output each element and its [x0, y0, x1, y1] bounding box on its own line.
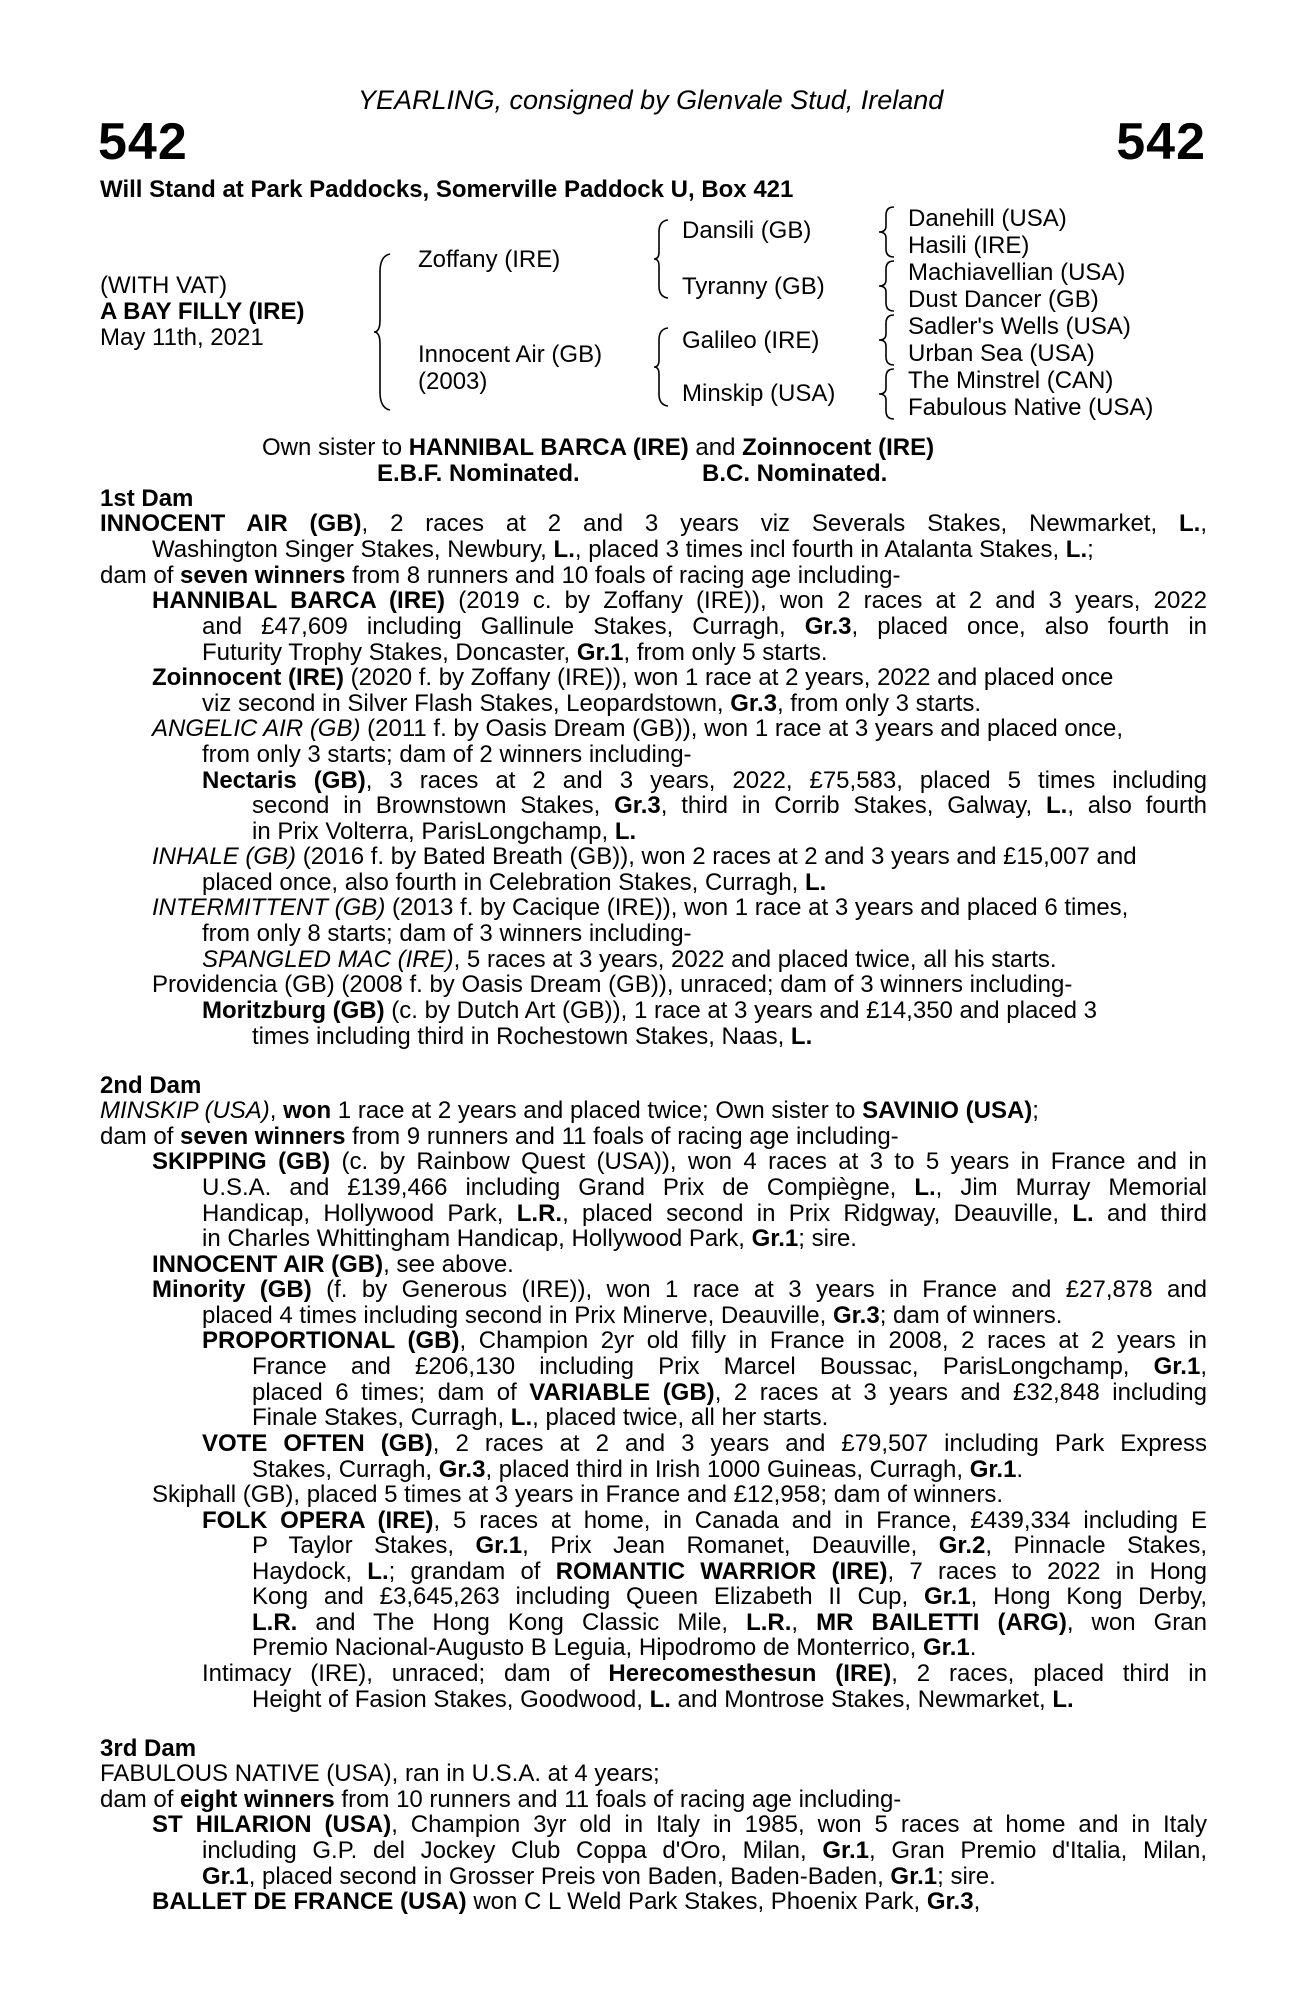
- grade: Gr.1: [923, 1634, 970, 1662]
- stand-location: Will Stand at Park Paddocks, Somerville Paddock U, Box 421: [100, 176, 794, 203]
- text: , from only 5 starts.: [623, 638, 828, 666]
- grade: Gr.1: [576, 638, 624, 666]
- text: Kong and £3,645,263 including Queen Elizabeth II Cup,: [252, 1583, 924, 1611]
- text: , won Gran: [1066, 1608, 1207, 1636]
- grade: L.: [510, 1404, 533, 1432]
- grade: L.: [1065, 536, 1088, 563]
- horse-name: MR BAILETTI (ARG): [816, 1608, 1067, 1636]
- text: , 5 races at home, in Canada and in France, £439,334 including E: [433, 1507, 1208, 1534]
- text: viz second in Silver Flash Stakes, Leopardstown,: [202, 690, 731, 717]
- produce-minority-cont: [202, 1303, 1207, 1329]
- text: Skiphall (GB), placed 5 times at 3 years in France and £12,958; dam of winners.: [152, 1481, 1004, 1508]
- first-dam-entry-cont: [152, 537, 1207, 563]
- first-dam-produce-summary: [100, 563, 1207, 589]
- horse-name: Moritzburg (GB): [202, 997, 385, 1024]
- text: Handicap, Hollywood Park,: [202, 1199, 517, 1227]
- sire-dam: Tyranny (GB): [682, 273, 825, 300]
- text: from only 8 starts; dam of 3 winners including-: [202, 920, 692, 947]
- horse-name: INNOCENT AIR (GB): [100, 510, 362, 537]
- text: (c. by Dutch Art (GB)), 1 race at 3 years and £14,350 and placed 3: [384, 997, 1098, 1024]
- text: Providencia (GB) (2008 f. by Oasis Dream (GB)), unraced; dam of 3 winners including-: [152, 971, 1073, 998]
- text: ,: [973, 1888, 981, 1915]
- lot-name: A BAY FILLY (IRE): [100, 298, 305, 325]
- text: ;: [1087, 536, 1094, 563]
- gg-brace-4: [876, 367, 898, 421]
- produce-providencia: [152, 972, 1207, 998]
- produce-inhale: [152, 844, 1207, 870]
- own-sister-prefix: Own sister to: [262, 434, 409, 461]
- text: , 2 races at 2 and 3 years and £79,507 including Park Express: [432, 1430, 1207, 1457]
- grade: L.: [1179, 510, 1201, 537]
- text: 1 race at 2 years and placed twice; Own sister to: [331, 1097, 863, 1124]
- text: Stakes, Curragh,: [252, 1456, 439, 1483]
- text: (f. by Generous (IRE)), won 1 race at 3 years in France and £27,878 and: [311, 1276, 1207, 1303]
- lot-number-left: 542: [98, 113, 188, 171]
- sire-name: Zoffany (IRE): [418, 246, 561, 273]
- gg-4: Dust Dancer (GB): [908, 286, 1099, 313]
- grade: L.: [1045, 792, 1068, 819]
- sire-sire: Dansili (GB): [682, 217, 812, 244]
- second-dam-heading: 2nd Dam: [100, 1072, 202, 1099]
- horse-name: SPANGLED MAC (IRE): [202, 946, 454, 973]
- gg-brace-2: [876, 259, 898, 313]
- text: placed 4 times including second in Prix Minerve, Deauville,: [202, 1302, 833, 1329]
- text: , placed second in Grosser Preis von Baden, Baden-Baden,: [248, 1862, 891, 1890]
- text: , Jim Murray Memorial: [935, 1174, 1208, 1201]
- horse-name: ANGELIC AIR (GB): [152, 715, 361, 742]
- grade: Gr.3: [804, 613, 852, 640]
- produce-intermittent-cont: [202, 921, 1207, 947]
- grandproduce-spangled-mac: [202, 947, 1207, 973]
- third-dam-heading: 3rd Dam: [100, 1735, 197, 1762]
- grandproduce-moritzburg-cont: [252, 1024, 1207, 1050]
- text: , placed 3 times incl fourth in Atalanta Stakes,: [574, 536, 1066, 563]
- text: ; sire.: [937, 1862, 996, 1890]
- text: Premio Nacional-Augusto B Leguia, Hipodromo de Monterrico,: [252, 1634, 924, 1662]
- text: , placed once, also fourth in: [851, 613, 1207, 640]
- horse-name: SKIPPING (GB): [152, 1148, 331, 1175]
- gg-8: Fabulous Native (USA): [908, 394, 1154, 421]
- text: U.S.A. and £139,466 including Grand Prix de Compiègne,: [202, 1174, 915, 1201]
- text: (2020 f. by Zoffany (IRE)), won 1 race at 2 years, 2022 and placed once: [343, 664, 1114, 691]
- grade: L.: [614, 817, 637, 845]
- text: (2019 c. by Zoffany (IRE)), won 2 races at 2 and 3 years, 2022: [445, 587, 1207, 614]
- horse-name: INNOCENT AIR (GB): [152, 1251, 384, 1278]
- text: , Champion 2yr old filly in France in 2008, 2 races at 2 years in: [459, 1327, 1207, 1354]
- grade: Gr.1: [202, 1862, 249, 1890]
- grade: L.: [367, 1557, 389, 1585]
- grade: L.: [1072, 1199, 1094, 1227]
- text: from 8 runners and 10 foals of racing age including-: [345, 562, 901, 589]
- produce-angelic-air-cont: [202, 742, 1207, 768]
- text: and Montrose Stakes, Newmarket,: [670, 1686, 1053, 1713]
- horse-name: ROMANTIC WARRIOR (IRE): [555, 1557, 888, 1585]
- horse-name: INTERMITTENT (GB): [152, 894, 386, 921]
- text: ,: [791, 1608, 817, 1636]
- text: times including third in Rochestown Stakes, Naas,: [252, 1023, 791, 1050]
- text: , Hong Kong Derby,: [970, 1583, 1207, 1611]
- grade: Gr.3: [438, 1456, 486, 1483]
- text: Intimacy (IRE), unraced; dam of: [202, 1660, 609, 1687]
- text: Haydock,: [252, 1557, 368, 1585]
- produce-skipping-cont: [202, 1175, 1207, 1252]
- gg-brace-1: [876, 205, 898, 259]
- grandproduce-proportional-cont: [252, 1354, 1207, 1431]
- grandproduce-vote-often: [202, 1431, 1207, 1457]
- grade: Gr.3: [926, 1888, 974, 1915]
- grade: Gr.1: [969, 1456, 1017, 1483]
- text: , 7 races to 2022 in Hong: [887, 1557, 1208, 1585]
- gg-5: Sadler's Wells (USA): [908, 313, 1131, 340]
- horse-name: Herecomesthesun (IRE): [608, 1660, 892, 1687]
- grade: Gr.1: [923, 1583, 971, 1611]
- produce-zoinnocent-cont: [202, 691, 1207, 717]
- ebf-note: E.B.F. Nominated.: [377, 460, 580, 487]
- gg-6: Urban Sea (USA): [908, 340, 1095, 367]
- horse-name: Zoinnocent (IRE): [152, 664, 344, 691]
- text: , 2 races, placed third in: [891, 1660, 1207, 1687]
- vat-note: (WITH VAT): [100, 272, 228, 299]
- text: , see above.: [383, 1251, 514, 1278]
- own-sister-a: HANNIBAL BARCA (IRE): [408, 434, 689, 461]
- text: ,: [269, 1097, 284, 1124]
- grandproduce-proportional: [202, 1328, 1207, 1354]
- grandproduce-folk-opera: [202, 1508, 1207, 1534]
- grade: L.R.: [252, 1608, 298, 1636]
- text: , placed third in Irish 1000 Guineas, Curragh,: [485, 1456, 970, 1483]
- text: France and £206,130 including Prix Marcel Boussac, ParisLongchamp,: [252, 1353, 1154, 1380]
- text: dam of: [100, 562, 181, 589]
- first-dam-heading: 1st Dam: [100, 485, 194, 512]
- grade: Gr.3: [832, 1302, 880, 1329]
- text: (2013 f. by Cacique (IRE)), won 1 race at 3 years and placed 6 times,: [385, 894, 1129, 921]
- horse-name: PROPORTIONAL (GB): [202, 1327, 460, 1354]
- text: , also fourth: [1067, 792, 1207, 819]
- grade: L.: [649, 1686, 671, 1713]
- text: , 2 races at 2 and 3 years viz Severals Stakes, Newmarket,: [361, 510, 1180, 537]
- grandproduce-intimacy: [202, 1661, 1207, 1687]
- text: in Prix Volterra, ParisLongchamp,: [252, 817, 615, 845]
- text: Futurity Trophy Stakes, Doncaster,: [202, 638, 577, 666]
- text: .: [969, 1634, 977, 1662]
- own-sister-note: [262, 434, 934, 462]
- text: , 3 races at 2 and 3 years, 2022, £75,583, placed 5 times including: [365, 767, 1208, 794]
- text: in Charles Whittingham Handicap, Hollywood Park,: [202, 1225, 752, 1253]
- horse-name: SAVINIO (USA): [862, 1097, 1033, 1124]
- main-brace: [372, 252, 394, 412]
- own-sister-and: and: [688, 434, 743, 461]
- first-dam-entry: [100, 511, 1207, 537]
- second-dam-entry: [100, 1098, 1207, 1149]
- text: Finale Stakes, Curragh,: [252, 1404, 511, 1432]
- text: second in Brownstown Stakes,: [252, 792, 615, 819]
- text: Washington Singer Stakes, Newbury,: [152, 536, 554, 563]
- text: ; sire.: [798, 1225, 857, 1253]
- produce-hannibal-barca-cont: [202, 614, 1207, 665]
- text: including G.P. del Jockey Club Coppa d'Oro, Milan,: [202, 1837, 823, 1864]
- dam-brace: [652, 326, 672, 408]
- grandproduce-moritzburg: [202, 998, 1207, 1024]
- text: ;: [1032, 1097, 1039, 1124]
- text: (2011 f. by Oasis Dream (GB)), won 1 race at 3 years and placed once,: [360, 715, 1124, 742]
- produce-intermittent: [152, 895, 1207, 921]
- text: (2016 f. by Bated Breath (GB)), won 2 races at 2 and 3 years and £15,007 and: [296, 843, 1137, 870]
- horse-name: BALLET DE FRANCE (USA): [152, 1888, 467, 1915]
- text: , third in Corrib Stakes, Galway,: [660, 792, 1046, 819]
- horse-name: INHALE (GB): [152, 843, 297, 870]
- text: and The Hong Kong Classic Mile,: [297, 1608, 747, 1636]
- text: FABULOUS NATIVE (USA), ran in U.S.A. at 4 years;: [100, 1760, 660, 1787]
- text: , placed second in Prix Ridgway, Deauville,: [562, 1199, 1073, 1227]
- bc-note: B.C. Nominated.: [702, 460, 888, 487]
- horse-name: Nectaris (GB): [202, 767, 366, 794]
- gg-brace-3: [876, 313, 898, 367]
- grade: L.: [805, 869, 827, 896]
- text: ,: [1200, 510, 1208, 537]
- gg-3: Machiavellian (USA): [908, 259, 1126, 286]
- text: dam of: [100, 1122, 181, 1150]
- winners-count: seven winners: [180, 1122, 346, 1150]
- text: , Prix Jean Romanet, Deauville,: [522, 1532, 939, 1559]
- winners-count: eight winners: [180, 1785, 335, 1813]
- text: , 2 races at 3 years and £32,848 including: [714, 1378, 1207, 1406]
- sire-brace: [652, 218, 672, 300]
- grade: Gr.3: [730, 690, 777, 717]
- text: .: [1016, 1456, 1024, 1483]
- produce-hannibal-barca: [152, 588, 1207, 614]
- grade: Gr.1: [822, 1837, 870, 1864]
- text: , 5 races at 3 years, 2022 and placed twice, all his starts.: [453, 946, 1057, 973]
- dam-sire: Galileo (IRE): [682, 327, 820, 354]
- grandproduce-nectaris-cont: [252, 793, 1207, 844]
- produce-angelic-air: [152, 716, 1207, 742]
- text: won C L Weld Park Stakes, Phoenix Park,: [466, 1888, 927, 1915]
- grade: L.: [914, 1174, 936, 1201]
- horse-name: ST HILARION (USA): [152, 1811, 392, 1838]
- grandproduce-nectaris: [202, 768, 1207, 794]
- grade: L.R.: [746, 1608, 792, 1636]
- text: and third: [1093, 1199, 1208, 1227]
- grade: L.: [1052, 1686, 1074, 1713]
- grade: Gr.3: [614, 792, 661, 819]
- text-bold: won: [283, 1097, 332, 1124]
- grade: Gr.1: [475, 1532, 523, 1559]
- grade: L.: [790, 1023, 813, 1050]
- grade: Gr.1: [751, 1225, 799, 1253]
- third-dam-entry: [100, 1761, 1207, 1812]
- grade: L.: [553, 536, 575, 563]
- catalogue-subtitle: YEARLING, consigned by Glenvale Stud, Ireland: [358, 85, 944, 115]
- text: Height of Fasion Stakes, Goodwood,: [252, 1686, 650, 1713]
- own-sister-b: Zoinnocent (IRE): [742, 434, 935, 461]
- gg-1: Danehill (USA): [908, 205, 1067, 232]
- produce-inhale-cont: [202, 870, 1207, 896]
- horse-name: HANNIBAL BARCA (IRE): [152, 587, 446, 614]
- text: , Pinnacle Stakes,: [985, 1532, 1208, 1559]
- text: ; grandam of: [388, 1557, 556, 1585]
- produce-skiphall: [152, 1482, 1207, 1508]
- produce-zoinnocent: [152, 665, 1207, 691]
- produce-st-hilarion-cont: [202, 1838, 1207, 1889]
- produce-minority: [152, 1277, 1207, 1303]
- horse-name: VOTE OFTEN (GB): [202, 1430, 433, 1457]
- text: placed once, also fourth in Celebration Stakes, Curragh,: [202, 869, 806, 896]
- text: , Gran Premio d'Italia, Milan,: [869, 1837, 1207, 1864]
- text: ,: [1200, 1353, 1207, 1380]
- produce-innocent-air: [152, 1252, 1207, 1278]
- dam-dam: Minskip (USA): [682, 380, 836, 407]
- text: dam of: [100, 1785, 181, 1813]
- lot-number-right: 542: [1116, 113, 1206, 171]
- grandproduce-intimacy-cont: [252, 1687, 1207, 1713]
- horse-name: FOLK OPERA (IRE): [202, 1507, 434, 1534]
- gg-7: The Minstrel (CAN): [908, 367, 1114, 394]
- grade: Gr.1: [890, 1862, 938, 1890]
- text: , from only 3 starts.: [776, 690, 982, 717]
- horse-name: Minority (GB): [152, 1276, 312, 1303]
- winners-count: seven winners: [180, 562, 346, 589]
- grade: L.R.: [516, 1199, 563, 1227]
- dam-name: Innocent Air (GB): [418, 341, 603, 368]
- text: from 10 runners and 11 foals of racing age including-: [334, 1785, 902, 1813]
- grandproduce-folk-opera-cont: [252, 1533, 1207, 1661]
- gg-2: Hasili (IRE): [908, 232, 1030, 259]
- text: P Taylor Stakes,: [252, 1532, 476, 1559]
- foaling-date: May 11th, 2021: [100, 324, 264, 351]
- text: and £47,609 including Gallinule Stakes, Curragh,: [202, 613, 805, 640]
- horse-name: MINSKIP (USA): [100, 1097, 270, 1124]
- grade: Gr.1: [1153, 1353, 1201, 1380]
- text: , Champion 3yr old in Italy in 1985, won 5 races at home and in Italy: [391, 1811, 1208, 1838]
- produce-ballet-de-france: [152, 1889, 1207, 1915]
- horse-name: VARIABLE (GB): [529, 1378, 715, 1406]
- text: (c. by Rainbow Quest (USA)), won 4 races at 3 to 5 years in France and in: [330, 1148, 1207, 1175]
- text: , placed twice, all her starts.: [532, 1404, 829, 1432]
- produce-st-hilarion: [152, 1812, 1207, 1838]
- grandproduce-vote-often-cont: [252, 1457, 1207, 1483]
- text: ; dam of winners.: [879, 1302, 1063, 1329]
- text: from 9 runners and 11 foals of racing age including-: [345, 1122, 899, 1150]
- dam-year: (2003): [418, 368, 488, 395]
- produce-skipping: [152, 1149, 1207, 1175]
- grade: Gr.2: [938, 1532, 986, 1559]
- text: from only 3 starts; dam of 2 winners including-: [202, 741, 692, 768]
- text: placed 6 times; dam of: [252, 1378, 530, 1406]
